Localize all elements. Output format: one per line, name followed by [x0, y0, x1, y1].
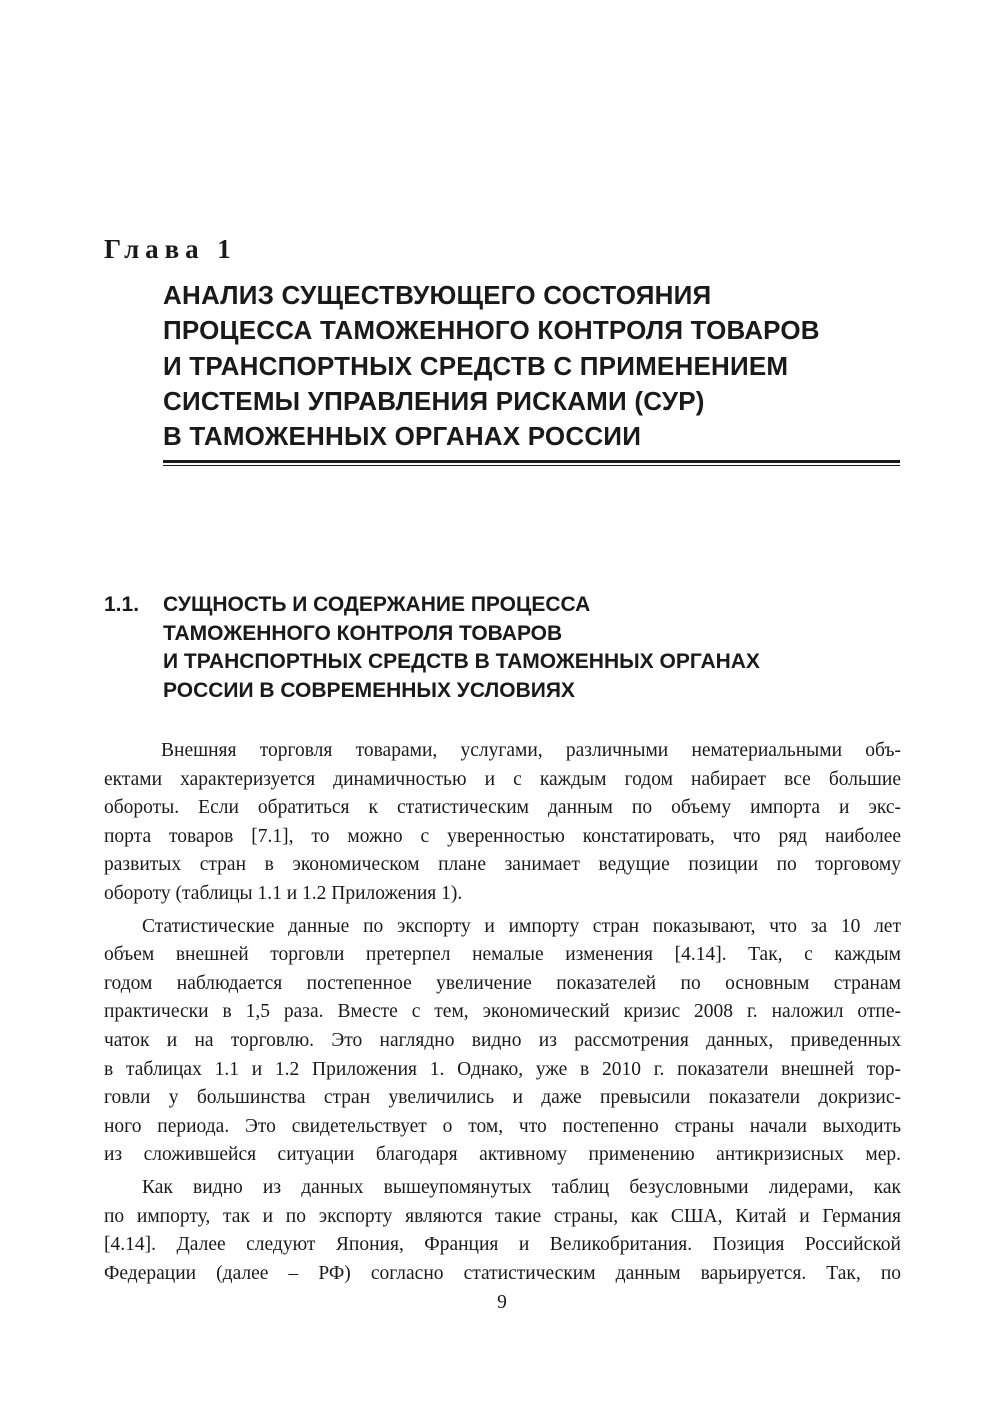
text-line: говли у большинства стран увеличились и даже превысили показатели докризис- [104, 1087, 901, 1109]
text-line: развитых стран в экономическом плане занимает ведущие позиции по торговому [104, 854, 901, 876]
body-text [104, 737, 901, 1292]
text-line: практически в 1,5 раза. Вместе с тем, экономический кризис 2008 г. наложил отпе- [104, 1001, 901, 1023]
text-line: по импорту, так и по экспорту являются такие страны, как США, Китай и Германия [104, 1205, 901, 1227]
section-title-line: РОССИИ В СОВРЕМЕННЫХ УСЛОВИЯХ [163, 678, 575, 702]
text-line: Как видно из данных вышеупомянутых таблиц безусловными лидерами, как [142, 1176, 901, 1198]
chapter-title-rule [163, 460, 900, 467]
rule-thin-line [163, 465, 900, 466]
text-line: Внешняя торговля товарами, услугами, различными нематериальными объ- [161, 740, 901, 761]
chapter-title-line: СИСТЕМЫ УПРАВЛЕНИЯ РИСКАМИ (СУР) [163, 385, 705, 416]
text-line: обороты. Если обратиться к статистическим данным по объему импорта и экс- [104, 797, 901, 819]
text-line: чаток и на торговлю. Это наглядно видно из рассмотрения данных, приведенных [104, 1029, 901, 1051]
text-line: [4.14]. Далее следуют Япония, Франция и Великобритания. Позиция Российской [104, 1234, 901, 1256]
text-line: ектами характеризуется динамичностью и с каждым годом набирает все большие [104, 768, 901, 790]
chapter-title-line: АНАЛИЗ СУЩЕСТВУЮЩЕГО СОСТОЯНИЯ [163, 280, 712, 310]
section-title-line: СУЩНОСТЬ И СОДЕРЖАНИЕ ПРОЦЕССА [163, 593, 591, 616]
text-line: порта товаров [7.1], то можно с уверенностью констатировать, что ряд наиболее [104, 825, 901, 847]
text-line: годом наблюдается постепенное увеличение показателей по основным странам [104, 972, 901, 994]
text-line: Статистические данные по экспорту и импорту стран показывают, что за 10 лет [142, 915, 901, 937]
chapter-title-line: И ТРАНСПОРТНЫХ СРЕДСТВ С ПРИМЕНЕНИЕМ [163, 350, 789, 381]
rule-thick-line [163, 460, 900, 463]
text-line: Федерации (далее – РФ) согласно статистическим данным варьируется. Так, по [104, 1262, 901, 1284]
text-line: из сложившейся ситуации благодаря активному применению антикризисных мер. [104, 1144, 901, 1166]
text-line: ного периода. Это свидетельствует о том, что постепенно страны начали выходить [104, 1115, 901, 1137]
text-line: объем внешней торговли претерпел немалые изменения [4.14]. Так, с каждым [104, 944, 901, 966]
text-line: обороту (таблицы 1.1 и 1.2 Приложения 1). [104, 882, 463, 904]
chapter-label: Глава 1 [104, 234, 237, 264]
paragraph [104, 737, 901, 909]
paragraph [104, 1174, 901, 1288]
section-title-line: И ТРАНСПОРТНЫХ СРЕДСТВ В ТАМОЖЕННЫХ ОРГАНАХ [163, 650, 760, 673]
section-title-line: ТАМОЖЕННОГО КОНТРОЛЯ ТОВАРОВ [163, 621, 563, 645]
chapter-title-line: ПРОЦЕССА ТАМОЖЕННОГО КОНТРОЛЯ ТОВАРОВ [163, 315, 820, 346]
page-number: 9 [497, 1292, 507, 1313]
paragraph [104, 913, 901, 1170]
chapter-title-line: В ТАМОЖЕННЫХ ОРГАНАХ РОССИИ [163, 421, 642, 452]
section-number: 1.1. [104, 593, 140, 616]
chapter-title [163, 278, 923, 454]
text-line: в таблицах 1.1 и 1.2 Приложения 1. Однако, уже в 2010 г. показатели внешней тор- [104, 1058, 901, 1080]
section-title [163, 591, 903, 705]
